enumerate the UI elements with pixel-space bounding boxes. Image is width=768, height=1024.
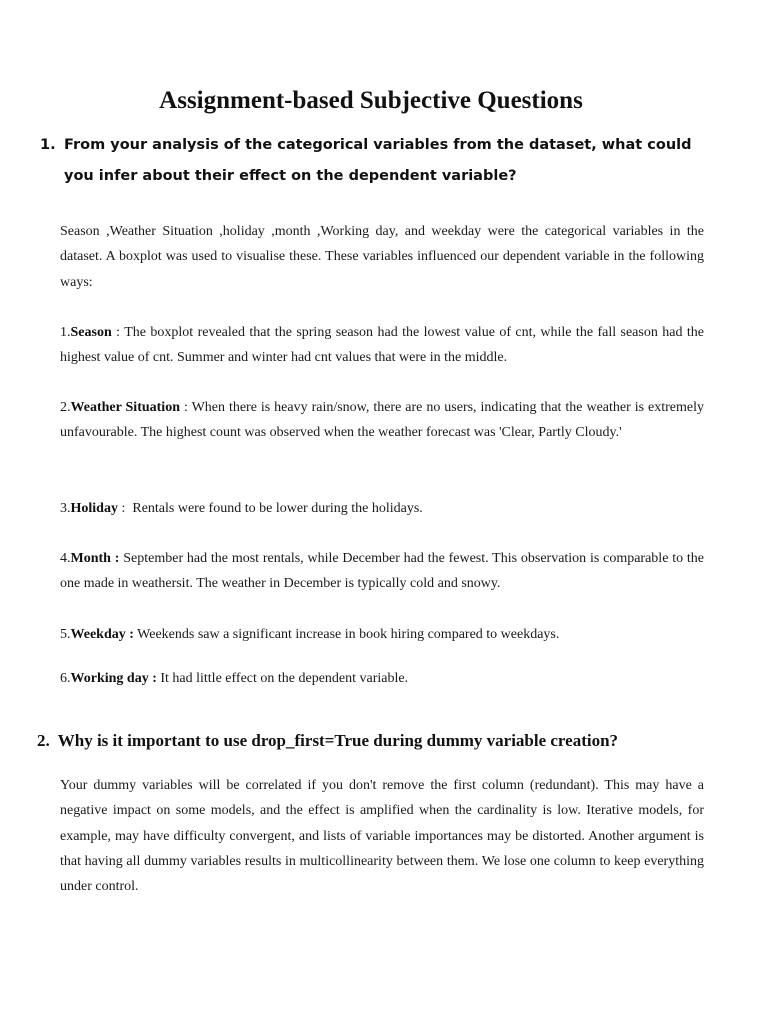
- finding-weather-situation: 2.Weather Situation : When there is heavy rain/snow, there are no users, indicating that the weather is extremely unfavourable. The highest count was observed when the weather forecast was 'Clear, Partly Cloudy.': [60, 400, 705, 441]
- finding-term: Holiday: [70, 501, 118, 516]
- question-1-number: 1.: [40, 137, 56, 153]
- finding-term: Working day :: [70, 671, 157, 686]
- finding-term: Month :: [70, 551, 120, 566]
- finding-number: 3.: [60, 501, 71, 516]
- finding-term: Season: [70, 325, 112, 340]
- intro-paragraph: Season ,Weather Situation ,holiday ,month ,Working day, and weekday were the categorical variables in the dataset. A boxplot was used to visualise these. These variables influenced our dependent variable in the following ways:: [60, 224, 704, 290]
- finding-text: When there is heavy rain/snow, there are no users, indicating that the weather is extremely unfavourable. The highest count was observed when the weather forecast was 'Clear, Partly Cloudy.': [60, 400, 705, 441]
- finding-season: 1.Season : The boxplot revealed that the spring season had the lowest value of cnt, while the fall season had the highest value of cnt. Summer and winter had cnt values that were in the middle.: [60, 325, 704, 366]
- finding-number: 5.: [60, 627, 71, 642]
- finding-text: It had little effect on the dependent variable.: [160, 671, 409, 686]
- finding-holiday: 3.Holiday : Rentals were found to be lower during the holidays.: [60, 501, 423, 516]
- finding-text: Weekends saw a significant increase in book hiring compared to weekdays.: [137, 627, 560, 642]
- finding-number: 6.: [60, 671, 71, 686]
- answer-2-paragraph: Your dummy variables will be correlated if you don't remove the first column (redundant). This may have a negative impact on some models, and the effect is amplified when the cardinality is low. Iterative models, for example, may have difficulty convergent, and lists of variable importances may be distorted. Another argument is that having all dummy variables results in multicollinearity between them. We lose one column to keep everything under control.: [60, 778, 704, 895]
- question-1-text: From your analysis of the categorical variables from the dataset, what could you infer about their effect on the dependent variable?: [64, 137, 692, 184]
- finding-number: 2.: [60, 400, 71, 415]
- question-2-text: Why is it important to use drop_first=True during dummy variable creation?: [57, 731, 619, 750]
- finding-number: 1.: [60, 325, 71, 340]
- finding-month: [60, 546, 704, 597]
- finding-term: Weather Situation: [70, 400, 180, 415]
- finding-text: The boxplot revealed that the spring season had the lowest value of cnt, while the fall season had the highest value of cnt. Summer and winter had cnt values that were in the middle.: [60, 325, 704, 366]
- page-title: Assignment-based Subjective Questions: [159, 87, 583, 114]
- question-2: [37, 731, 727, 751]
- question-1: [40, 130, 720, 192]
- finding-working-day: [60, 666, 704, 691]
- question-2-number: 2.: [37, 731, 50, 750]
- finding-term: Weekday :: [70, 627, 134, 642]
- finding-text: September had the most rentals, while December had the fewest. This observation is comparable to the one made in weathersit. The weather in December is typically cold and snowy.: [60, 551, 705, 592]
- finding-number: 4.: [60, 551, 71, 566]
- finding-weekday: [60, 622, 704, 647]
- finding-text: Rentals were found to be lower during the holidays.: [132, 501, 423, 516]
